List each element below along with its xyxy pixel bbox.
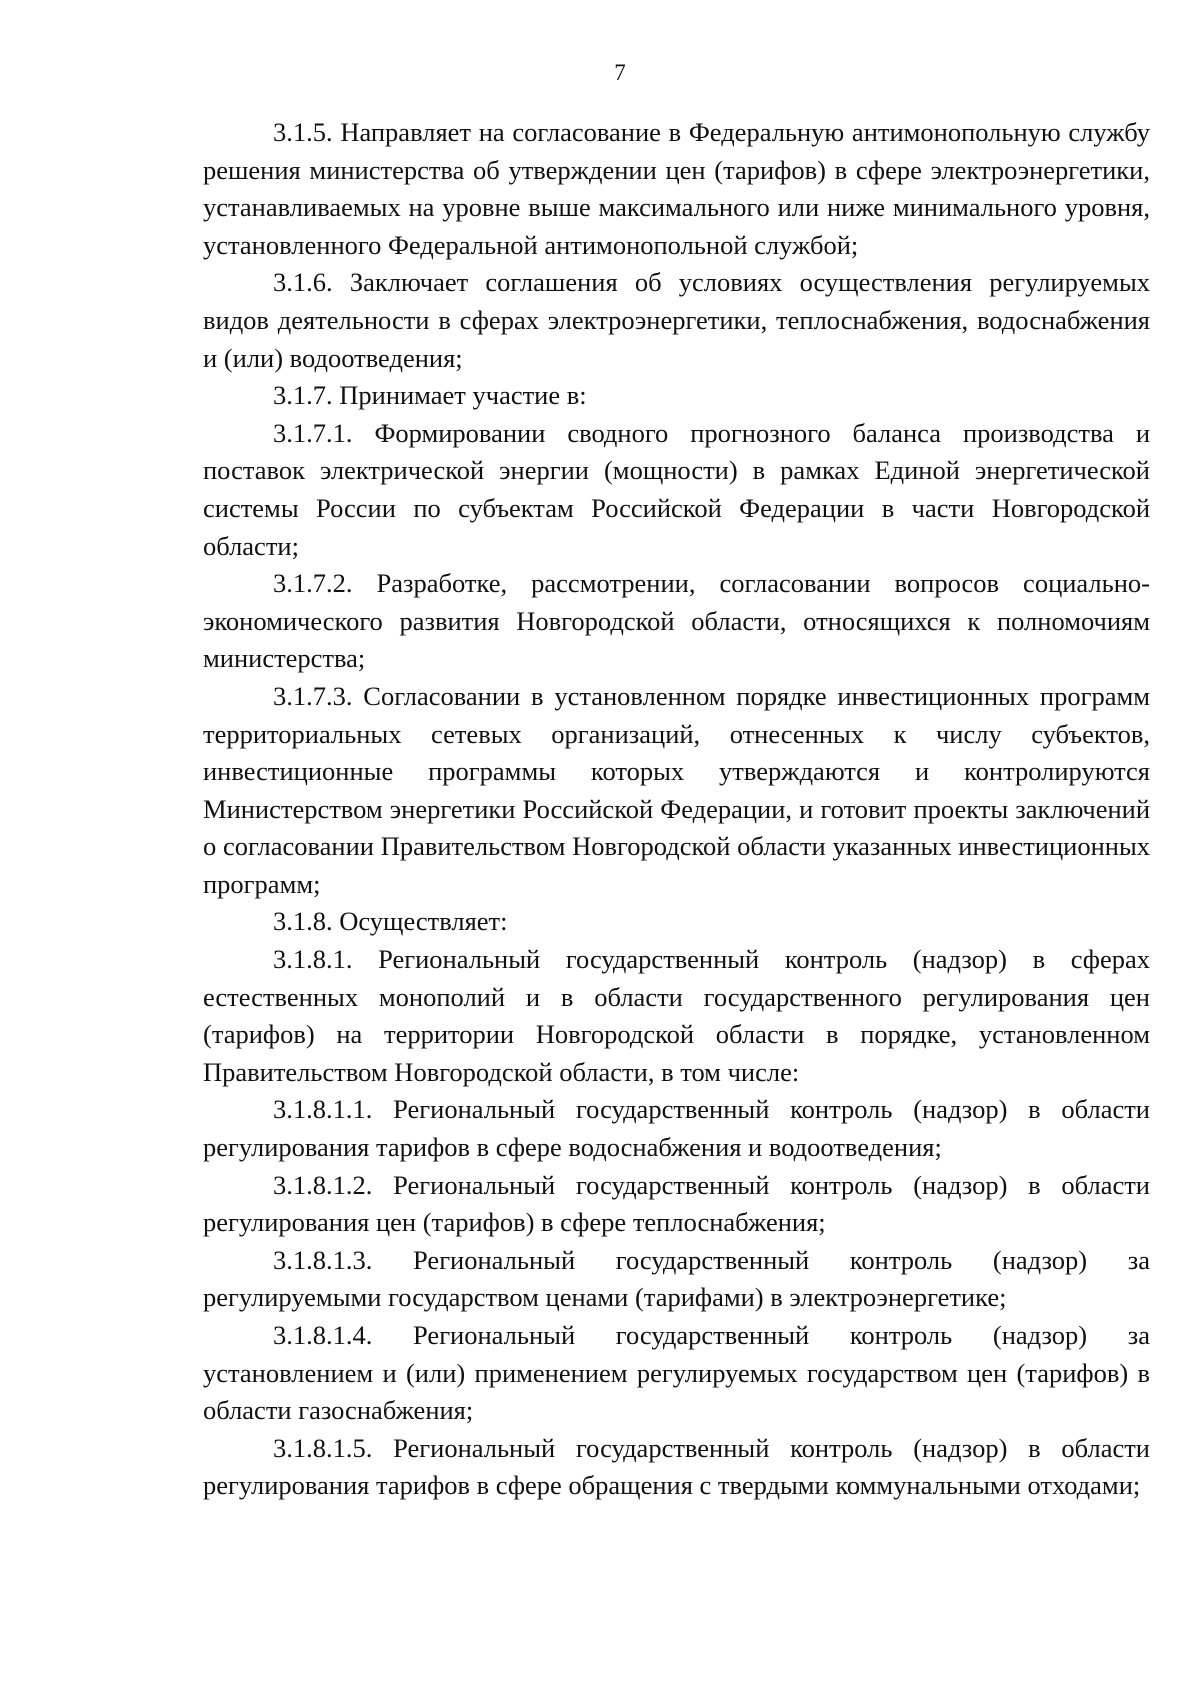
paragraph-3-1-8-1-5: 3.1.8.1.5. Региональный государственный контроль (надзор) в области регулирования тарифов в сфере обращения с твердыми коммунальными отходами; (203, 1432, 1150, 1501)
paragraph-3-1-7: 3.1.7. Принимает участие в: (273, 380, 587, 411)
paragraph-3-1-7-1: 3.1.7.1. Формировании сводного прогнозного баланса производства и поставок электрической энергии (мощности) в рамках Единой энергетической системы России по субъектам Российской Федерации в части Новгородской области; (203, 417, 1150, 561)
paragraph-3-1-7-2: 3.1.7.2. Разработке, рассмотрении, согласовании вопросов социально-экономического развития Новгородской области, относящихся к полномочиям министерства; (203, 568, 1150, 674)
paragraph-3-1-8-1-4: 3.1.8.1.4. Региональный государственный контроль (надзор) за установлением и (или) применением регулируемых государством цен (тарифов) в области газоснабжения; (203, 1320, 1150, 1426)
paragraph-3-1-6: 3.1.6. Заключает соглашения об условиях осуществления регулируемых видов деятельности в сферах электроэнергетики, теплоснабжения, водоснабжения и (или) водоотведения; (203, 267, 1150, 373)
paragraph-3-1-8-1-1: 3.1.8.1.1. Региональный государственный контроль (надзор) в области регулирования тарифов в сфере водоснабжения и водоотведения; (203, 1094, 1150, 1163)
paragraph-3-1-8-1-3: 3.1.8.1.3. Региональный государственный контроль (надзор) за регулируемыми государством ценами (тарифами) в электроэнергетике; (203, 1244, 1150, 1313)
document-body (203, 114, 1150, 1505)
paragraph-3-1-8: 3.1.8. Осуществляет: (273, 906, 508, 937)
paragraph-3-1-8-1: 3.1.8.1. Региональный государственный контроль (надзор) в сферах естественных монополий и в области государственного регулирования цен (тарифов) на территории Новгородской области в порядке, установленном Правительством Новгородской области, в том числе: (203, 944, 1150, 1087)
paragraph-3-1-7-3: 3.1.7.3. Согласовании в установленном порядке инвестиционных программ территориальных сетевых организаций, отнесенных к числу субъектов, инвестиционные программы которых утверждаются и контролируются Министерством энергетики Российской Федерации, и готовит проекты заключений о согласовании Правительством Новгородской области указанных инвестиционных программ; (203, 680, 1150, 899)
paragraph-3-1-8-1-2: 3.1.8.1.2. Региональный государственный контроль (надзор) в области регулирования цен (тарифов) в сфере теплоснабжения; (203, 1169, 1150, 1238)
paragraph-3-1-5: 3.1.5. Направляет на согласование в Федеральную антимонопольную службу решения министерства об утверждении цен (тарифов) в сфере электроэнергетики, устанавливаемых на уровне выше максимального или ниже минимального уровня, установленного Федеральной антимонопольной службой; (203, 117, 1150, 260)
page-number: 7 (614, 60, 626, 85)
